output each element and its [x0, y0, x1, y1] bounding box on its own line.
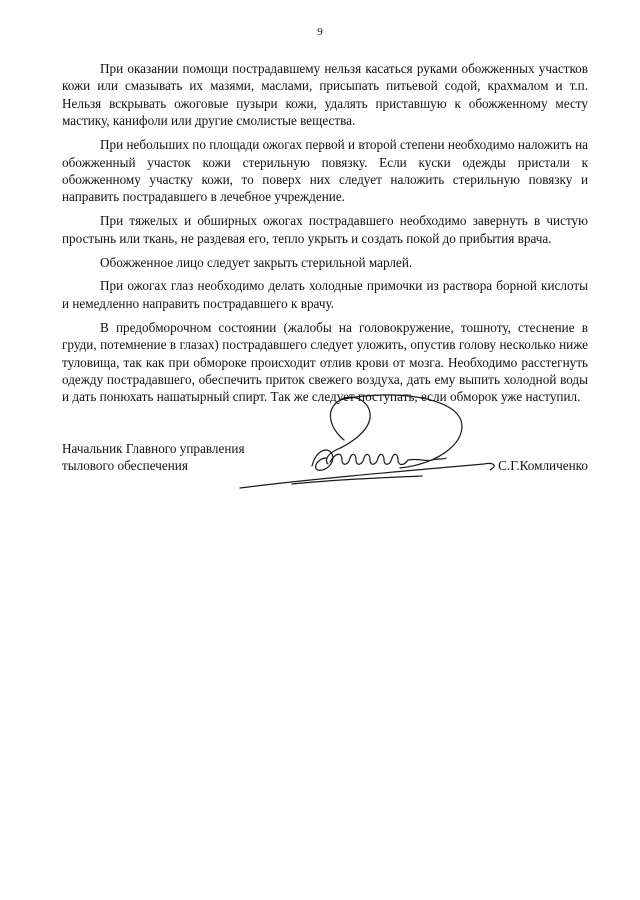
page-number: 9: [317, 26, 323, 38]
paragraph-face-burns: Обожженное лицо следует закрыть стерильной марлей.: [100, 254, 413, 270]
paragraph-fainting: В предобморочном состоянии (жалобы на головокружение, тошноту, стеснение в груди, потемнение в глазах) пострадавшего следует уложить, опустив голову несколько ниже туловища, так как при обмороке происходит отлив крови от мозга. Необходимо расстегнуть одежду пострадавшего, обеспечить приток свежего воздуха, дать ему выпить холодной воды и дать понюхать нашатырный спирт. Так же следует поступать, если обморок уже наступил.: [62, 319, 588, 405]
position-line-2: тылового обеспечения: [62, 458, 188, 474]
signatory-name: С.Г.Комличенко: [498, 458, 588, 474]
signatory-position: [62, 440, 245, 475]
paragraph-eye-burns: При ожогах глаз необходимо делать холодные примочки из раствора борной кислоты и немедленно направить пострадавшего к врачу.: [62, 278, 588, 311]
signature-block: [62, 440, 588, 520]
position-line-1: Начальник Главного управления: [62, 441, 245, 456]
paragraph-minor-burns: При небольших по площади ожогах первой и второй степени необходимо наложить на обожженный участок кожи стерильную повязку. Если куски одежды пристали к обожженному участку кожи, то поверх них следует наложить стерильную повязку и направить пострадавшего в лечебное учреждение.: [62, 137, 588, 205]
paragraph-severe-burns: При тяжелых и обширных ожогах пострадавшего необходимо завернуть в чистую простынь или ткань, не раздевая его, тепло укрыть и создать покой до прибытия врача.: [62, 213, 588, 246]
body-text: [62, 60, 588, 412]
paragraph-burn-care-prohibitions: При оказании помощи пострадавшему нельзя касаться руками обожженных участков кожи или смазывать их мазями, маслами, присыпать питьевой содой, крахмалом и т.п. Нельзя вскрывать ожоговые пузыри кожи, удалять приставшую к обожженному месту мастику, канифоли или другие смолистые вещества.: [62, 61, 588, 129]
